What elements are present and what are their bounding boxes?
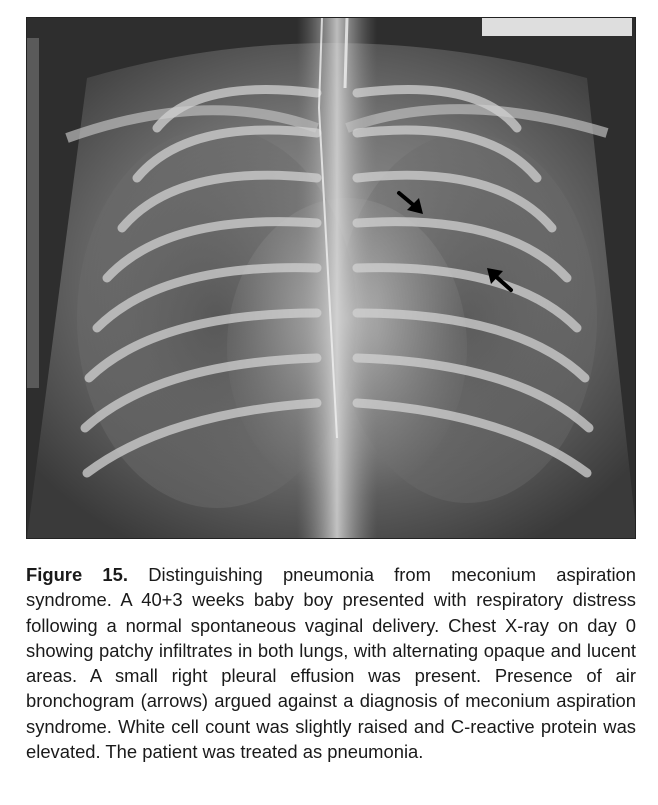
figure-caption bbox=[26, 562, 636, 764]
caption-text: Distinguishing pneumonia from meconium aspiration syndrome. A 40+3 weeks baby boy presented with respiratory distress following a normal spontaneous vaginal delivery. Chest X-ray on day 0 showing patchy infiltrates in both lungs, with alternating opaque and lucent areas. A small right pleural effusion was present. Presence of air bronchogram (arrows) argued against a diagnosis of meconium aspiration syndrome. White cell count was slightly raised and C-reactive protein was elevated. The patient was treated as pneumonia. bbox=[26, 564, 636, 763]
figure-label: Figure 15. bbox=[26, 564, 128, 585]
chest-xray-figure bbox=[26, 17, 636, 539]
chest-xray-image bbox=[27, 18, 635, 538]
